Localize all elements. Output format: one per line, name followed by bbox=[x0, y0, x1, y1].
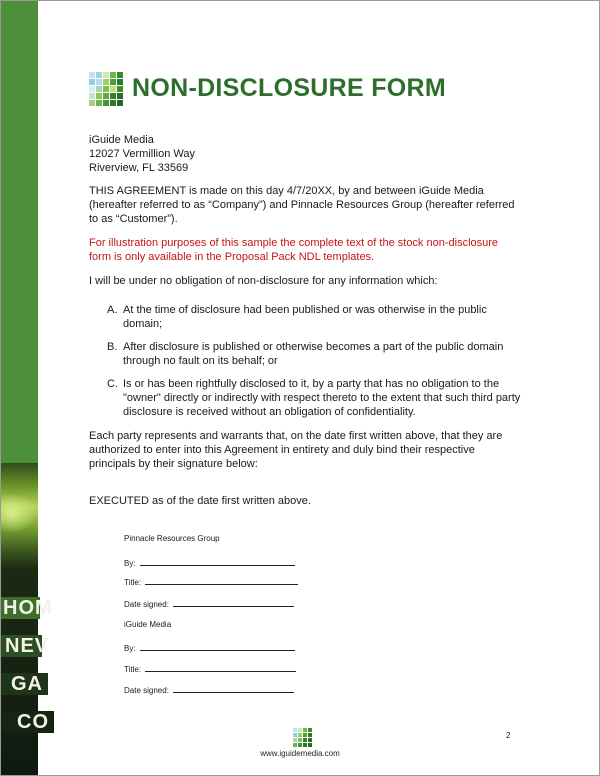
party2-date-field[interactable] bbox=[124, 684, 294, 696]
signature-line[interactable] bbox=[173, 598, 294, 607]
party1-by-field[interactable] bbox=[124, 557, 295, 569]
company-name: iGuide Media bbox=[89, 134, 154, 146]
party2-title-field[interactable] bbox=[124, 663, 296, 675]
by-label: By: bbox=[124, 644, 136, 653]
sidebar-word: NEV bbox=[1, 635, 42, 657]
party1-name: Pinnacle Resources Group bbox=[124, 534, 220, 543]
date-label: Date signed: bbox=[124, 600, 169, 609]
sidebar-band bbox=[1, 1, 53, 775]
executed-statement: EXECUTED as of the date first written above. bbox=[89, 495, 311, 507]
title-label: Title: bbox=[124, 665, 142, 674]
party1-date-field[interactable] bbox=[124, 598, 294, 610]
list-letter: C. bbox=[107, 378, 118, 390]
illustration-note: For illustration purposes of this sample the complete text of the stock non-disclosure form is only available in the Proposal Pack NDL templates. bbox=[89, 237, 499, 263]
list-text: At the time of disclosure had been published or was otherwise in the public domain; bbox=[123, 304, 487, 330]
obligation-intro: I will be under no obligation of non-disclosure for any information which: bbox=[89, 275, 438, 287]
party2-name: iGuide Media bbox=[124, 620, 172, 629]
party2-by-field[interactable] bbox=[124, 642, 295, 654]
by-label: By: bbox=[124, 559, 136, 568]
address-line2: Riverview, FL 33569 bbox=[89, 162, 189, 174]
list-letter: A. bbox=[107, 304, 118, 316]
address-line1: 12027 Vermillion Way bbox=[89, 148, 195, 160]
page-title: NON-DISCLOSURE FORM bbox=[132, 74, 447, 102]
footer-url[interactable]: www.iguidemedia.com bbox=[260, 749, 340, 758]
agreement-paragraph: THIS AGREEMENT is made on this day 4/7/20XX, by and between iGuide Media (hereafter referred to as “Company”) and Pinnacle Resources Group (hereafter referred to as “Customer”). bbox=[89, 185, 515, 225]
signature-line[interactable] bbox=[145, 576, 298, 585]
signature-line[interactable] bbox=[140, 557, 295, 566]
company-logo bbox=[89, 72, 123, 106]
sidebar-word: HOM bbox=[3, 597, 53, 619]
signature-line[interactable] bbox=[173, 684, 294, 693]
list-text: After disclosure is published or otherwise becomes a part of the public domain through no fault on its behalf; or bbox=[123, 341, 504, 367]
sidebar-word: GA bbox=[1, 673, 48, 695]
party1-title-field[interactable] bbox=[124, 576, 298, 588]
warranty-paragraph: Each party represents and warrants that, on the date first written above, that they are authorized to enter into this Agreement in entirety and duly bind their respective principals by their signature below: bbox=[89, 430, 503, 470]
title-label: Title: bbox=[124, 578, 142, 587]
photo-glow bbox=[1, 493, 38, 533]
list-text: Is or has been rightfully disclosed to it, by a party that has no obligation to the "owner" directly or indirectly with respect thereto to the extent that such third party disclosure is received without an obligation of confidentiality. bbox=[123, 378, 521, 418]
list-letter: B. bbox=[107, 341, 118, 353]
sidebar-photo bbox=[1, 463, 53, 775]
page-number: 2 bbox=[506, 731, 511, 740]
sidebar-word: CO bbox=[1, 711, 54, 733]
date-label: Date signed: bbox=[124, 686, 169, 695]
signature-line[interactable] bbox=[145, 663, 296, 672]
signature-line[interactable] bbox=[140, 642, 295, 651]
footer-logo bbox=[293, 728, 312, 746]
